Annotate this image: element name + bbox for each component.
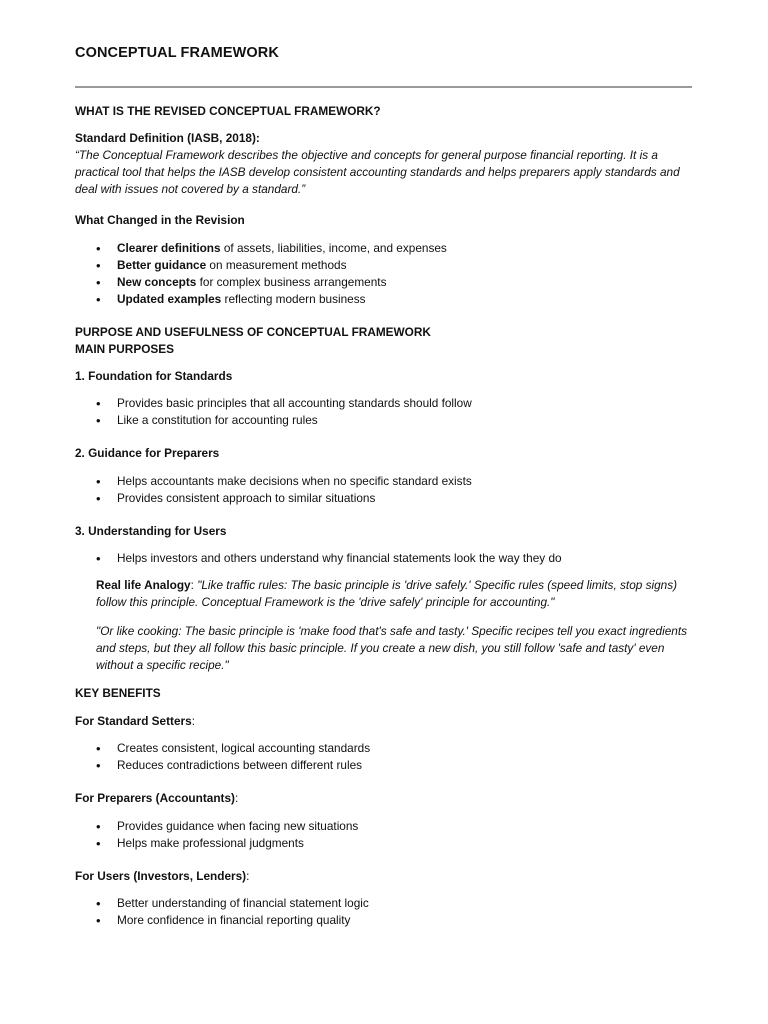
definition-label: Standard Definition (IASB, 2018): — [75, 131, 260, 145]
list-item: • Like a constitution for accounting rules — [75, 412, 695, 429]
definition-quote: “The Conceptual Framework describes the objective and concepts for general purpose financial reporting. It is a practical tool that helps the IASB develop consistent accounting standards and helps preparers apply standards and deal with issues not covered by a standard.” — [75, 148, 680, 196]
list-item: • Creates consistent, logical accounting standards — [75, 740, 695, 757]
list-item: • Helps make professional judgments — [75, 835, 695, 852]
guidance-heading: 2. Guidance for Preparers — [75, 446, 220, 460]
analogy-text: "Like traffic rules: The basic principle is 'drive safely.' Specific rules (speed limits, stop signs) follow this principle. Conceptual Framework is the 'drive safely' principle for accounting." — [96, 578, 678, 609]
list-item: • Updated examples reflecting modern business — [75, 291, 695, 308]
analogy-label: Real life Analogy — [96, 578, 191, 592]
list-item: • Clearer definitions of assets, liabilities, income, and expenses — [75, 240, 695, 257]
foundation-heading: 1. Foundation for Standards — [75, 369, 233, 383]
understanding-heading: 3. Understanding for Users — [75, 524, 227, 538]
what-is-heading: WHAT IS THE REVISED CONCEPTUAL FRAMEWORK? — [75, 104, 381, 118]
list-item: • Provides consistent approach to similar situations — [75, 490, 695, 507]
list-item: • Helps accountants make decisions when no specific standard exists — [75, 473, 695, 490]
understanding-list — [75, 550, 695, 567]
purpose-heading: PURPOSE AND USEFULNESS OF CONCEPTUAL FRAMEWORK — [75, 325, 431, 339]
key-benefits-heading: KEY BENEFITS — [75, 686, 161, 700]
users-heading: For Users (Investors, Lenders): — [75, 869, 250, 883]
foundation-list — [75, 395, 695, 429]
document-title: CONCEPTUAL FRAMEWORK — [75, 45, 279, 61]
preparers-list — [75, 818, 695, 852]
what-changed-heading: What Changed in the Revision — [75, 213, 245, 227]
standard-setters-heading: For Standard Setters: — [75, 714, 195, 728]
list-item: • Better guidance on measurement methods — [75, 257, 695, 274]
cooking-analogy: "Or like cooking: The basic principle is 'make food that's safe and tasty.' Specific recipes tell you exact ingredients and steps, but they all follow this basic principle. If you create a new dish, you still follow 'safe and tasty' even without a specific recipe." — [96, 624, 688, 672]
main-purposes-heading: MAIN PURPOSES — [75, 342, 174, 356]
list-item: • New concepts for complex business arrangements — [75, 274, 695, 291]
list-item: • Better understanding of financial statement logic — [75, 895, 695, 912]
list-item: • Provides guidance when facing new situations — [75, 818, 695, 835]
title-divider — [75, 86, 692, 88]
what-changed-list — [75, 240, 695, 308]
standard-setters-list — [75, 740, 695, 774]
list-item: • Helps investors and others understand why financial statements look the way they do — [75, 550, 695, 567]
users-list — [75, 895, 695, 929]
list-item: • Reduces contradictions between different rules — [75, 757, 695, 774]
preparers-heading: For Preparers (Accountants): — [75, 791, 239, 805]
list-item: • More confidence in financial reporting quality — [75, 912, 695, 929]
real-life-analogy: Real life Analogy: "Like traffic rules: The basic principle is 'drive safely.' Specific rules (speed limits, stop signs) follow this principle. Conceptual Framework is the 'drive safely' principle for accounting." — [96, 578, 678, 609]
list-item: • Provides basic principles that all accounting standards should follow — [75, 395, 695, 412]
guidance-list — [75, 473, 695, 507]
